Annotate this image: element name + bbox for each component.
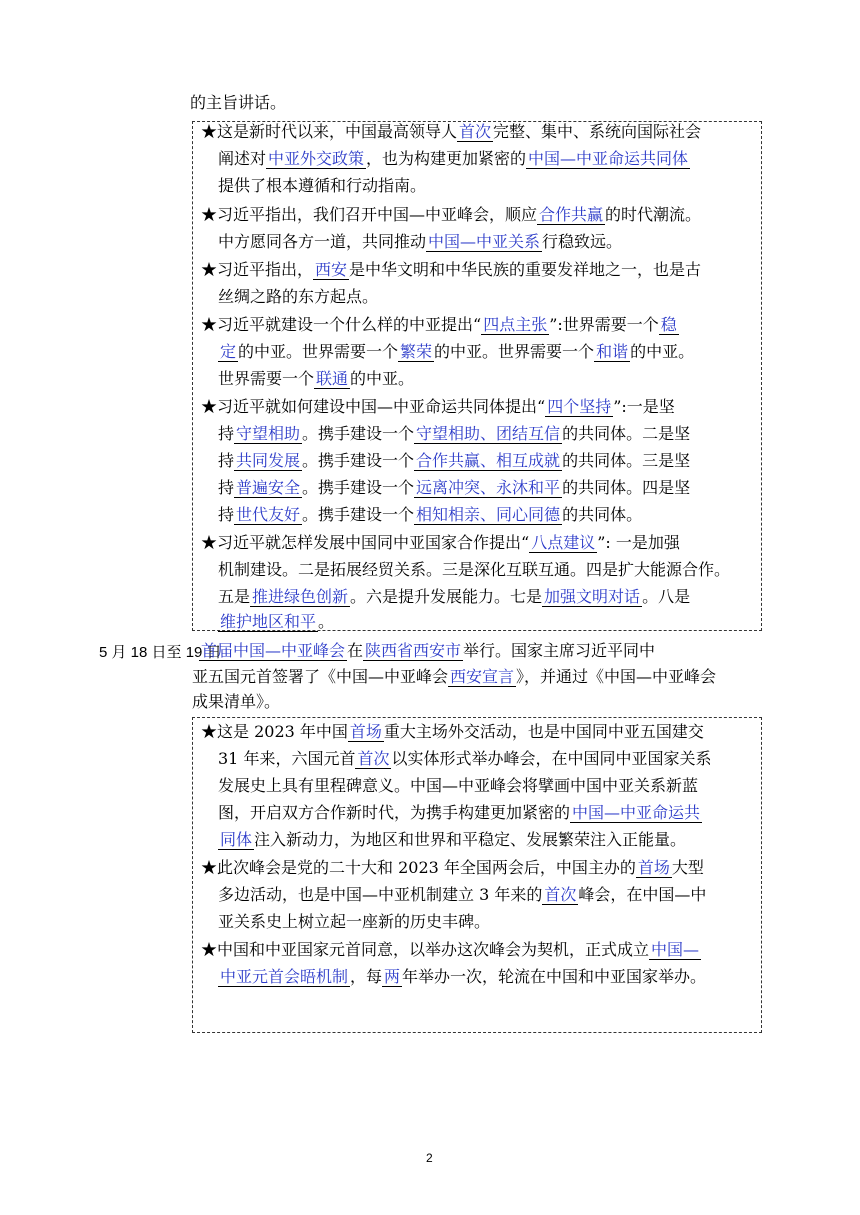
answer-blank: 合作共赢 <box>539 205 604 224</box>
answer-blank: 首场 <box>349 722 382 741</box>
answer-blank: 中亚外交政策 <box>268 149 365 168</box>
answer-blank: 同体 <box>220 830 253 849</box>
answer-blank: 维护地区和平 <box>220 612 317 631</box>
answer-blank: 推进绿色创新 <box>252 587 349 606</box>
answer-blank: 首次 <box>544 885 577 904</box>
answer-blank: 中国— <box>651 940 700 959</box>
answer-blank: 中国—中亚关系 <box>428 232 541 251</box>
answer-blank: 联通 <box>316 369 349 388</box>
answer-blank: 陕西省西安市 <box>365 641 462 660</box>
answer-blank: 中亚元首会晤机制 <box>220 967 349 986</box>
answer-blank: 西安 <box>315 260 348 279</box>
answer-blank: 守望相助 <box>236 424 301 443</box>
answer-blank: 两 <box>384 967 401 986</box>
answer-blank: 共同发展 <box>236 451 301 470</box>
answer-blank: 相知相亲、同心同德 <box>416 505 561 524</box>
answer-blank: 首届中国—中亚峰会 <box>201 641 346 660</box>
answer-blank: 普遍安全 <box>236 478 301 497</box>
answer-blank: 繁荣 <box>400 342 433 361</box>
answer-blank: 首次 <box>459 122 492 141</box>
intro-tail: 的主旨讲话。 <box>190 93 287 112</box>
answer-blank: 中国—中亚命运共 <box>572 803 701 822</box>
answer-blank: 中国—中亚命运共同体 <box>528 149 689 168</box>
answer-blank: 四点主张 <box>483 315 548 334</box>
answer-blank: 加强文明对话 <box>544 587 641 606</box>
answer-blank: 四个坚持 <box>547 397 612 416</box>
answer-blank: 定 <box>220 342 237 361</box>
answer-blank: 世代友好 <box>236 505 301 524</box>
answer-blank: 稳 <box>660 315 677 334</box>
answer-blank: 西安宣言 <box>450 667 515 686</box>
page-number: 2 <box>426 1151 433 1165</box>
answer-blank: 守望相助、团结互信 <box>416 424 561 443</box>
answer-blank: 和谐 <box>596 342 629 361</box>
answer-blank: 首场 <box>637 858 670 877</box>
answer-blank: 八点建议 <box>531 533 596 552</box>
answer-blank: 首次 <box>357 749 390 768</box>
answer-blank: 远离冲突、永沐和平 <box>416 478 561 497</box>
event-date: 5 月 18 日至 19 日 <box>99 644 222 661</box>
answer-blank: 合作共赢、相互成就 <box>416 451 561 470</box>
